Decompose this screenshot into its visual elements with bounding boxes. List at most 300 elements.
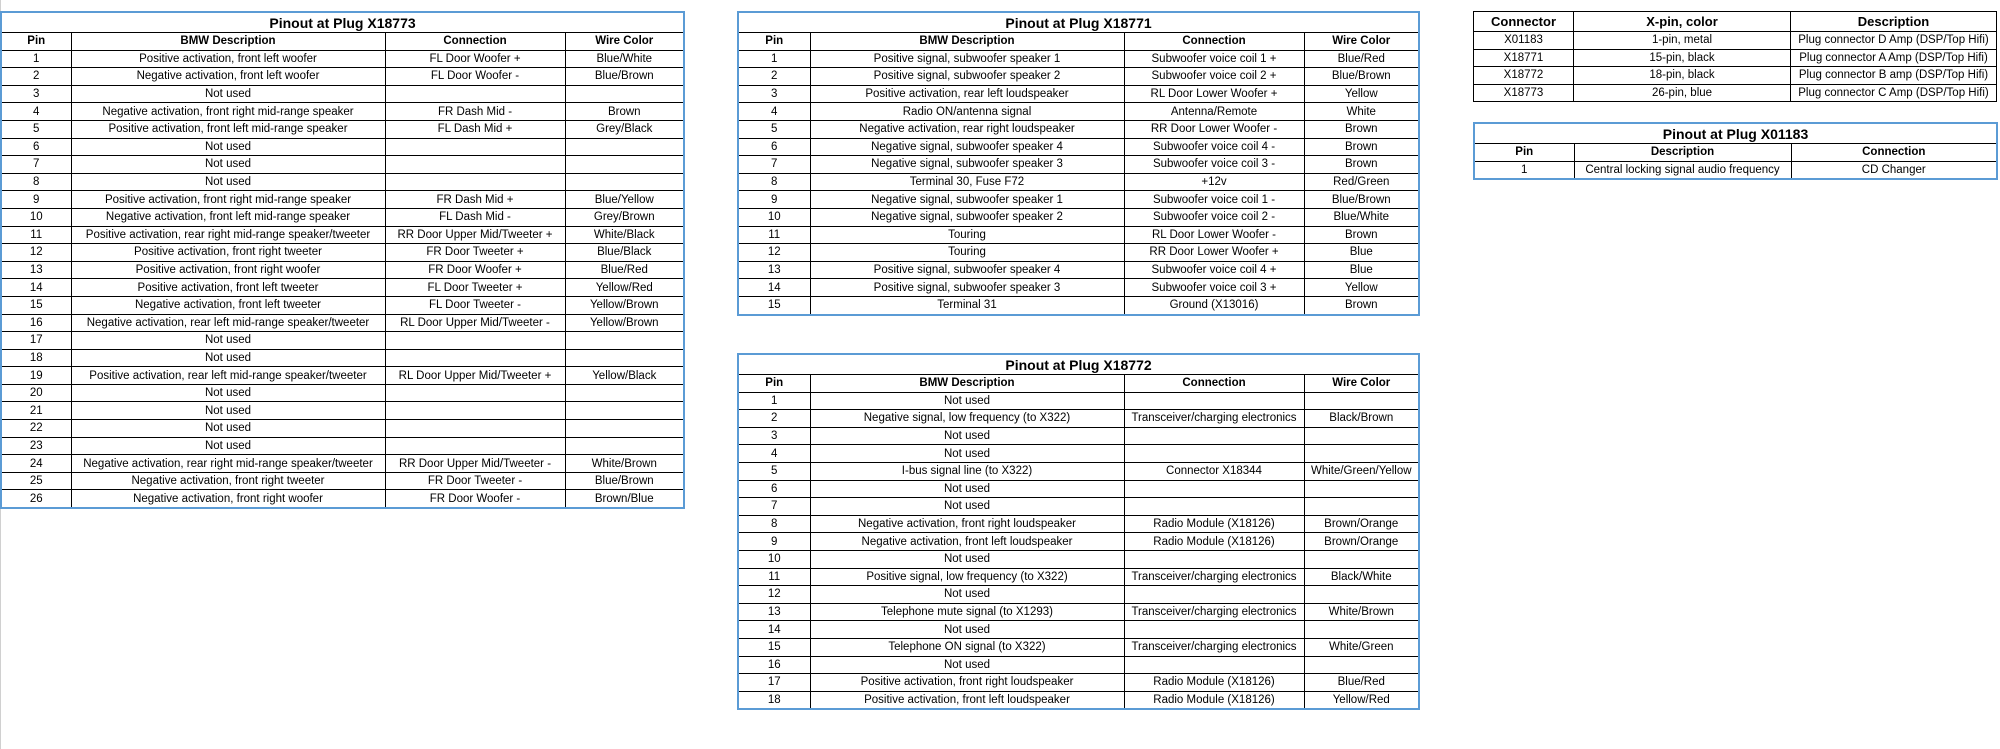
pinout-table-x01183 xyxy=(1473,122,1998,180)
table-cell xyxy=(1124,480,1304,498)
table-cell: Not used xyxy=(71,420,385,438)
table-cell: Yellow xyxy=(1304,279,1419,297)
table-cell: Not used xyxy=(71,156,385,174)
table-row xyxy=(1,50,684,68)
table-cell: Central locking signal audio frequency xyxy=(1574,161,1791,179)
table-title: Pinout at Plug X18772 xyxy=(738,354,1419,375)
table-cell: Ground (X13016) xyxy=(1124,296,1304,314)
table-cell xyxy=(565,332,684,350)
table-cell: 15-pin, black xyxy=(1574,49,1791,67)
table-cell: Blue/Brown xyxy=(565,472,684,490)
table-cell xyxy=(385,402,565,420)
table-cell: 2 xyxy=(738,410,810,428)
column-header: Connection xyxy=(385,33,565,51)
table-cell xyxy=(385,420,565,438)
table-cell: Brown/Orange xyxy=(1304,515,1419,533)
table-row xyxy=(738,279,1419,297)
table-cell: 26 xyxy=(1,490,71,508)
table-cell: Telephone ON signal (to X322) xyxy=(810,638,1124,656)
table-cell: Not used xyxy=(71,402,385,420)
table-cell: 13 xyxy=(738,261,810,279)
table-title-row xyxy=(738,12,1419,33)
table-cell: Not used xyxy=(71,384,385,402)
column-header: Connection xyxy=(1124,33,1304,51)
table-cell: Blue/White xyxy=(565,50,684,68)
table-cell: Brown/Blue xyxy=(565,490,684,508)
table-cell: 5 xyxy=(738,462,810,480)
table-cell: 14 xyxy=(738,279,810,297)
table-cell: Positive signal, subwoofer speaker 1 xyxy=(810,50,1124,68)
table-cell: 15 xyxy=(738,296,810,314)
table-cell: CD Changer xyxy=(1791,161,1997,179)
table-cell: 6 xyxy=(738,138,810,156)
table-cell: 6 xyxy=(1,138,71,156)
table-cell: Blue xyxy=(1304,261,1419,279)
table-cell: Negative signal, subwoofer speaker 1 xyxy=(810,191,1124,209)
column-header: Wire Color xyxy=(1304,375,1419,393)
table-title: Pinout at Plug X18773 xyxy=(1,12,684,33)
table-cell: Blue/Yellow xyxy=(565,191,684,209)
table-cell: 17 xyxy=(1,332,71,350)
table-cell: 8 xyxy=(1,173,71,191)
table-row xyxy=(1474,32,1997,50)
table-cell: White/Brown xyxy=(1304,603,1419,621)
column-header: BMW Description xyxy=(71,33,385,51)
table-cell: Blue/Red xyxy=(1304,674,1419,692)
column-header: Wire Color xyxy=(565,33,684,51)
table-row xyxy=(1,314,684,332)
table-cell: Blue/Brown xyxy=(565,68,684,86)
table-cell: RL Door Upper Mid/Tweeter + xyxy=(385,367,565,385)
table-cell: Yellow/Red xyxy=(565,279,684,297)
table-cell: Positive signal, subwoofer speaker 2 xyxy=(810,68,1124,86)
table-cell: 15 xyxy=(1,296,71,314)
table-title-row xyxy=(1,12,684,33)
table-row xyxy=(1,244,684,262)
table-cell: 9 xyxy=(738,533,810,551)
table-cell: Blue/Brown xyxy=(1304,68,1419,86)
table-row xyxy=(738,85,1419,103)
table-row xyxy=(738,50,1419,68)
pinout-table-x18772 xyxy=(737,353,1420,710)
table-cell: Not used xyxy=(71,173,385,191)
table-cell: White xyxy=(1304,103,1419,121)
table-cell: Yellow/Brown xyxy=(565,296,684,314)
table-cell xyxy=(565,402,684,420)
table-cell: Brown xyxy=(565,103,684,121)
table-row xyxy=(1,173,684,191)
table-cell: Positive activation, front left woofer xyxy=(71,50,385,68)
table-header-row xyxy=(738,375,1419,393)
table-row xyxy=(1,420,684,438)
table-row xyxy=(1474,49,1997,67)
table-row xyxy=(1,85,684,103)
column-header: Connection xyxy=(1124,375,1304,393)
table-cell: 12 xyxy=(1,244,71,262)
table-cell: Blue/White xyxy=(1304,208,1419,226)
table-row xyxy=(738,226,1419,244)
table-cell: Subwoofer voice coil 3 + xyxy=(1124,279,1304,297)
table-cell: 24 xyxy=(1,455,71,473)
table-cell: Terminal 31 xyxy=(810,296,1124,314)
table-cell: Negative activation, front right tweeter xyxy=(71,472,385,490)
table-cell: RR Door Upper Mid/Tweeter + xyxy=(385,226,565,244)
column-header: BMW Description xyxy=(810,375,1124,393)
table-cell: Positive activation, front right loudspeaker xyxy=(810,674,1124,692)
table-row xyxy=(1,296,684,314)
table-cell: 7 xyxy=(738,498,810,516)
table-cell: Radio Module (X18126) xyxy=(1124,515,1304,533)
table-row xyxy=(1474,161,1997,179)
table-cell: White/Brown xyxy=(565,455,684,473)
table-cell: 6 xyxy=(738,480,810,498)
table-cell: Positive signal, subwoofer speaker 4 xyxy=(810,261,1124,279)
table-cell: 12 xyxy=(738,586,810,604)
table-cell: 22 xyxy=(1,420,71,438)
table-cell: Black/Brown xyxy=(1304,410,1419,428)
table-row xyxy=(738,138,1419,156)
table-row xyxy=(738,392,1419,410)
table-cell: Yellow/Red xyxy=(1304,691,1419,709)
column-header: Description xyxy=(1574,144,1791,162)
table-row xyxy=(1,68,684,86)
table-header-row xyxy=(738,33,1419,51)
table-cell: Subwoofer voice coil 2 - xyxy=(1124,208,1304,226)
table-cell: Plug connector D Amp (DSP/Top Hifi) xyxy=(1791,32,1997,50)
table-row xyxy=(1474,84,1997,102)
table-cell: Negative activation, front left mid-range speaker xyxy=(71,208,385,226)
table-cell: Negative signal, low frequency (to X322) xyxy=(810,410,1124,428)
table-cell: 23 xyxy=(1,437,71,455)
table-cell: FL Dash Mid - xyxy=(385,208,565,226)
table-row xyxy=(1,208,684,226)
table-row xyxy=(738,410,1419,428)
table-cell: 10 xyxy=(738,208,810,226)
column-header: Wire Color xyxy=(1304,33,1419,51)
table-cell: 16 xyxy=(1,314,71,332)
table-cell: RR Door Lower Woofer + xyxy=(1124,244,1304,262)
table-cell: RR Door Upper Mid/Tweeter - xyxy=(385,455,565,473)
table-cell: FR Door Tweeter + xyxy=(385,244,565,262)
table-cell: Negative signal, subwoofer speaker 3 xyxy=(810,156,1124,174)
table-cell: FR Dash Mid - xyxy=(385,103,565,121)
table-row xyxy=(1,261,684,279)
table-cell: Blue/Brown xyxy=(1304,191,1419,209)
table-cell: 7 xyxy=(1,156,71,174)
table-cell: Subwoofer voice coil 1 - xyxy=(1124,191,1304,209)
table-cell: Yellow xyxy=(1304,85,1419,103)
table-cell: Positive activation, front right tweeter xyxy=(71,244,385,262)
table-cell: RL Door Upper Mid/Tweeter - xyxy=(385,314,565,332)
table-row xyxy=(738,120,1419,138)
table-row xyxy=(1,437,684,455)
table-cell: Positive signal, subwoofer speaker 3 xyxy=(810,279,1124,297)
table-cell: Transceiver/charging electronics xyxy=(1124,603,1304,621)
table-cell: FR Door Woofer - xyxy=(385,490,565,508)
column-header: BMW Description xyxy=(810,33,1124,51)
table-cell: 18 xyxy=(738,691,810,709)
table-cell: Negative activation, front left tweeter xyxy=(71,296,385,314)
table-cell xyxy=(1304,498,1419,516)
column-header: Pin xyxy=(738,375,810,393)
table-cell: Negative signal, subwoofer speaker 4 xyxy=(810,138,1124,156)
table-cell: 18 xyxy=(1,349,71,367)
table-cell: Blue/Black xyxy=(565,244,684,262)
table-cell xyxy=(1124,586,1304,604)
table-row xyxy=(738,261,1419,279)
table-cell xyxy=(1304,392,1419,410)
table-cell: 16 xyxy=(738,656,810,674)
table-cell: Touring xyxy=(810,244,1124,262)
table-cell xyxy=(1124,621,1304,639)
column-header: Pin xyxy=(1,33,71,51)
table-cell: 9 xyxy=(738,191,810,209)
table-cell: Plug connector C Amp (DSP/Top Hifi) xyxy=(1791,84,1997,102)
table-cell xyxy=(385,156,565,174)
table-cell: Not used xyxy=(71,138,385,156)
table-cell: 1 xyxy=(738,50,810,68)
column-header: X-pin, color xyxy=(1574,12,1791,32)
table-row xyxy=(738,480,1419,498)
column-header: Connector xyxy=(1474,12,1574,32)
table-cell: 25 xyxy=(1,472,71,490)
table-cell: 12 xyxy=(738,244,810,262)
table-cell: Not used xyxy=(71,349,385,367)
table-cell: FL Dash Mid + xyxy=(385,120,565,138)
table-cell: 5 xyxy=(738,120,810,138)
table-cell xyxy=(1124,427,1304,445)
table-cell: 11 xyxy=(738,568,810,586)
table-row xyxy=(1,455,684,473)
table-cell: 13 xyxy=(738,603,810,621)
column-header: Connection xyxy=(1791,144,1997,162)
table-cell: 13 xyxy=(1,261,71,279)
table-cell: 8 xyxy=(738,515,810,533)
table-row xyxy=(738,550,1419,568)
table-cell: Negative activation, rear right mid-range speaker/tweeter xyxy=(71,455,385,473)
table-cell: Positive activation, rear right mid-range speaker/tweeter xyxy=(71,226,385,244)
table-cell: Brown xyxy=(1304,156,1419,174)
table-cell: Negative signal, subwoofer speaker 2 xyxy=(810,208,1124,226)
table-cell: 26-pin, blue xyxy=(1574,84,1791,102)
table-cell: Not used xyxy=(810,498,1124,516)
table-cell: Not used xyxy=(810,550,1124,568)
table-cell: FL Door Tweeter - xyxy=(385,296,565,314)
table-row xyxy=(738,445,1419,463)
table-cell: Not used xyxy=(810,586,1124,604)
table-cell: 4 xyxy=(1,103,71,121)
table-cell: 18-pin, black xyxy=(1574,67,1791,85)
table-cell xyxy=(1304,427,1419,445)
table-header-row xyxy=(1,33,684,51)
table-cell: Grey/Brown xyxy=(565,208,684,226)
table-cell: Terminal 30, Fuse F72 xyxy=(810,173,1124,191)
table-cell: Subwoofer voice coil 3 - xyxy=(1124,156,1304,174)
table-cell: 14 xyxy=(738,621,810,639)
table-cell: Not used xyxy=(71,437,385,455)
table-cell: Radio Module (X18126) xyxy=(1124,691,1304,709)
table-cell xyxy=(1304,445,1419,463)
table-cell: Positive activation, front right woofer xyxy=(71,261,385,279)
table-cell: Subwoofer voice coil 4 + xyxy=(1124,261,1304,279)
table-cell: Negative activation, rear right loudspeaker xyxy=(810,120,1124,138)
table-cell xyxy=(565,173,684,191)
table-row xyxy=(1,226,684,244)
table-cell: Subwoofer voice coil 4 - xyxy=(1124,138,1304,156)
table-cell: Not used xyxy=(71,85,385,103)
table-cell: 10 xyxy=(738,550,810,568)
table-cell xyxy=(1304,480,1419,498)
table-cell: 3 xyxy=(738,85,810,103)
table-cell: Brown xyxy=(1304,120,1419,138)
table-cell: 15 xyxy=(738,638,810,656)
table-cell: X18773 xyxy=(1474,84,1574,102)
table-row xyxy=(1,402,684,420)
table-cell: FL Door Tweeter + xyxy=(385,279,565,297)
table-cell: 1 xyxy=(738,392,810,410)
table-cell: Negative activation, rear left mid-range speaker/tweeter xyxy=(71,314,385,332)
table-cell xyxy=(385,85,565,103)
table-cell: 8 xyxy=(738,173,810,191)
table-cell: RL Door Lower Woofer + xyxy=(1124,85,1304,103)
table-cell: Antenna/Remote xyxy=(1124,103,1304,121)
table-cell: Not used xyxy=(810,427,1124,445)
table-cell: RL Door Lower Woofer - xyxy=(1124,226,1304,244)
table-cell: Plug connector A Amp (DSP/Top Hifi) xyxy=(1791,49,1997,67)
connector-summary-table xyxy=(1473,11,1997,102)
table-row xyxy=(1,332,684,350)
table-cell: FR Door Tweeter - xyxy=(385,472,565,490)
table-cell: Radio ON/antenna signal xyxy=(810,103,1124,121)
table-cell xyxy=(385,349,565,367)
table-cell: Grey/Black xyxy=(565,120,684,138)
table-cell: 7 xyxy=(738,156,810,174)
table-cell: 4 xyxy=(738,103,810,121)
table-row xyxy=(738,156,1419,174)
table-cell: Negative activation, front right woofer xyxy=(71,490,385,508)
table-row xyxy=(738,674,1419,692)
table-cell xyxy=(565,420,684,438)
table-row xyxy=(738,656,1419,674)
table-cell xyxy=(385,332,565,350)
table-row xyxy=(738,244,1419,262)
column-header: Pin xyxy=(1474,144,1574,162)
table-cell: Negative activation, front left woofer xyxy=(71,68,385,86)
table-row xyxy=(738,586,1419,604)
table-cell: RR Door Lower Woofer - xyxy=(1124,120,1304,138)
table-cell xyxy=(1304,586,1419,604)
table-cell: Subwoofer voice coil 2 + xyxy=(1124,68,1304,86)
table-cell: Not used xyxy=(810,621,1124,639)
table-cell: 2 xyxy=(738,68,810,86)
table-row xyxy=(738,191,1419,209)
table-title-row xyxy=(738,354,1419,375)
table-cell: Transceiver/charging electronics xyxy=(1124,638,1304,656)
pinout-table-x18771 xyxy=(737,11,1420,316)
table-cell xyxy=(385,437,565,455)
table-cell: White/Black xyxy=(565,226,684,244)
table-row xyxy=(738,533,1419,551)
table-row xyxy=(1,103,684,121)
table-cell: Positive activation, front left tweeter xyxy=(71,279,385,297)
table-cell xyxy=(565,138,684,156)
table-cell: Negative activation, front left loudspeaker xyxy=(810,533,1124,551)
table-row xyxy=(1,120,684,138)
table-row xyxy=(738,103,1419,121)
table-row xyxy=(738,462,1419,480)
table-cell: Telephone mute signal (to X1293) xyxy=(810,603,1124,621)
table-cell: Brown xyxy=(1304,296,1419,314)
table-cell: FR Dash Mid + xyxy=(385,191,565,209)
table-cell: Not used xyxy=(71,332,385,350)
table-cell: 21 xyxy=(1,402,71,420)
table-cell: Not used xyxy=(810,656,1124,674)
table-cell: Positive activation, rear left loudspeaker xyxy=(810,85,1124,103)
table-cell: Positive activation, front left mid-range speaker xyxy=(71,120,385,138)
table-row xyxy=(1,384,684,402)
table-cell: Not used xyxy=(810,480,1124,498)
table-cell: Positive activation, front left loudspeaker xyxy=(810,691,1124,709)
table-row xyxy=(738,621,1419,639)
table-cell: White/Green xyxy=(1304,638,1419,656)
table-row xyxy=(738,568,1419,586)
table-cell: 5 xyxy=(1,120,71,138)
table-row xyxy=(738,638,1419,656)
table-cell xyxy=(1124,392,1304,410)
table-row xyxy=(738,498,1419,516)
column-header: Pin xyxy=(738,33,810,51)
table-row xyxy=(1,472,684,490)
table-cell xyxy=(1124,656,1304,674)
table-cell: 17 xyxy=(738,674,810,692)
table-row xyxy=(738,691,1419,709)
table-cell: FL Door Woofer + xyxy=(385,50,565,68)
table-cell: Subwoofer voice coil 1 + xyxy=(1124,50,1304,68)
table-header-row xyxy=(1474,12,1997,32)
table-cell xyxy=(385,173,565,191)
table-cell: Not used xyxy=(810,445,1124,463)
table-cell: Negative activation, front right mid-range speaker xyxy=(71,103,385,121)
table-cell xyxy=(565,85,684,103)
table-row xyxy=(1474,67,1997,85)
table-cell: Touring xyxy=(810,226,1124,244)
table-cell: X01183 xyxy=(1474,32,1574,50)
table-cell xyxy=(1124,445,1304,463)
table-cell: 2 xyxy=(1,68,71,86)
table-cell: Positive signal, low frequency (to X322) xyxy=(810,568,1124,586)
table-cell: Radio Module (X18126) xyxy=(1124,533,1304,551)
table-cell: Blue/Red xyxy=(565,261,684,279)
table-row xyxy=(738,515,1419,533)
table-cell: Not used xyxy=(810,392,1124,410)
table-cell: 20 xyxy=(1,384,71,402)
table-header-row xyxy=(1474,144,1997,162)
table-cell: X18771 xyxy=(1474,49,1574,67)
table-row xyxy=(738,603,1419,621)
table-cell: Negative activation, front right loudspeaker xyxy=(810,515,1124,533)
table-cell: 19 xyxy=(1,367,71,385)
table-row xyxy=(1,156,684,174)
table-title: Pinout at Plug X18771 xyxy=(738,12,1419,33)
table-row xyxy=(1,490,684,508)
table-cell xyxy=(385,138,565,156)
table-cell: Brown xyxy=(1304,138,1419,156)
table-cell xyxy=(565,437,684,455)
table-row xyxy=(738,296,1419,314)
table-cell: Connector X18344 xyxy=(1124,462,1304,480)
table-row xyxy=(1,191,684,209)
table-cell xyxy=(1304,621,1419,639)
